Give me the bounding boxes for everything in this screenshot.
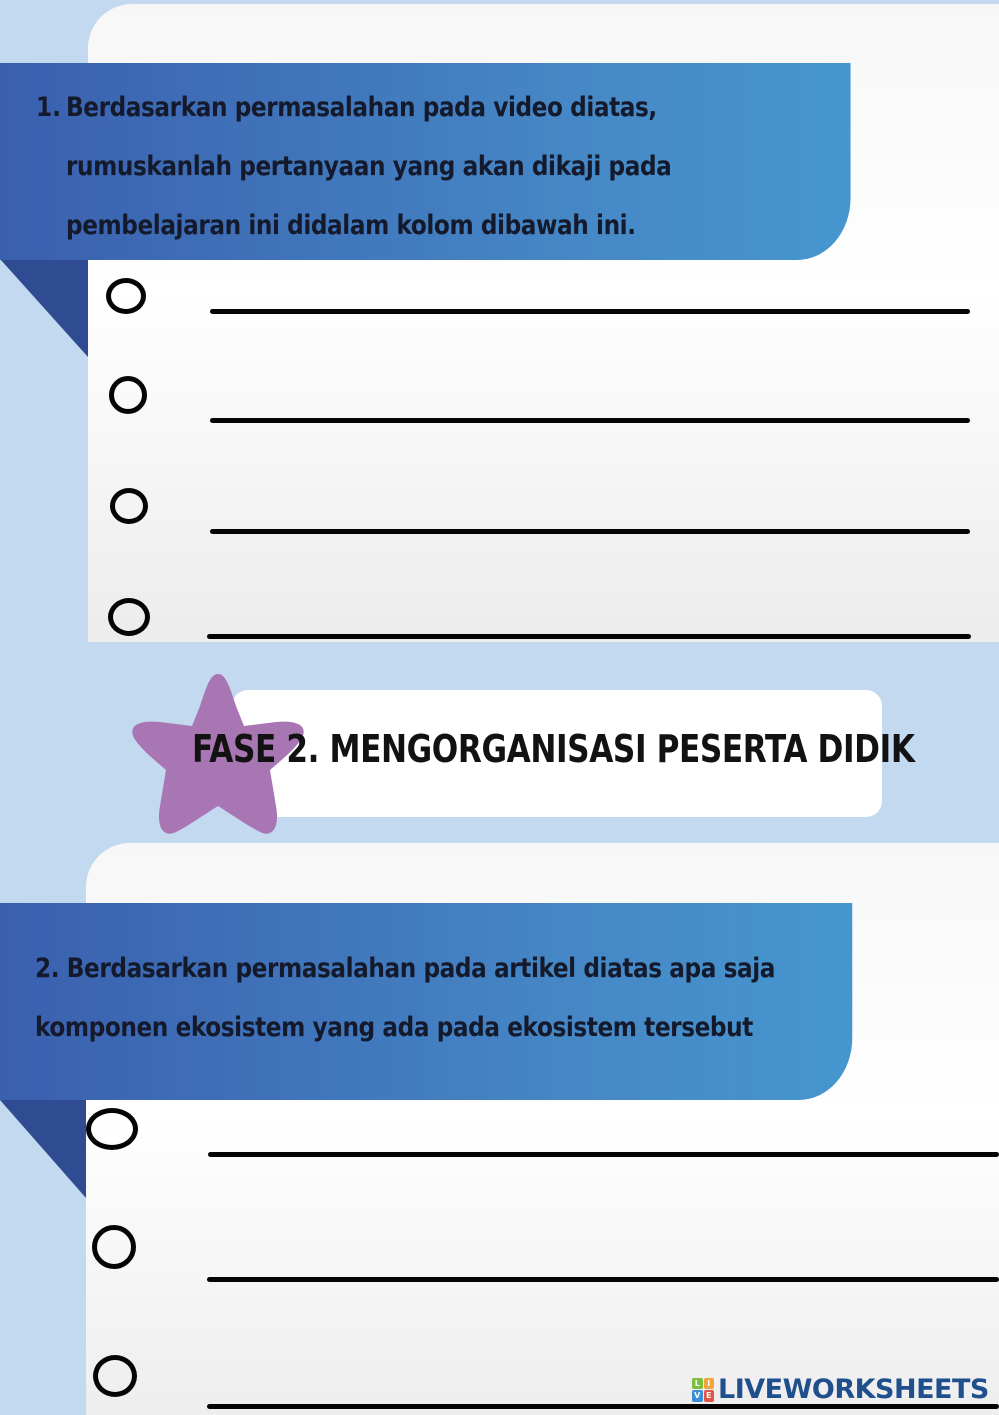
answer-1-bullet	[106, 278, 146, 314]
logo-letter-v: V	[692, 1390, 703, 1402]
answer-4-bullet	[108, 598, 150, 636]
answer-5-input-line[interactable]	[208, 1152, 999, 1157]
question-1-number: 1.	[36, 92, 61, 123]
question-1-text: Berdasarkan permasalahan pada video diatas, rumuskanlah pertanyaan yang akan dikaji pada pembelajaran ini didalam kolom dibawah ini.	[66, 92, 672, 241]
question-1-ribbon-fold	[0, 259, 88, 357]
answer-2-input-line[interactable]	[210, 418, 970, 423]
logo-letter-e: E	[704, 1390, 715, 1402]
answer-7-bullet	[93, 1355, 137, 1397]
answer-3-bullet	[110, 488, 148, 524]
answer-3-input-line[interactable]	[210, 529, 970, 534]
phase-title: FASE 2. MENGORGANISASI PESERTA DIDIK	[192, 727, 915, 771]
logo-letter-l: L	[692, 1378, 703, 1390]
answer-2-bullet	[109, 376, 147, 414]
logo-letter-i: I	[704, 1378, 715, 1390]
liveworksheets-logo-icon	[692, 1378, 714, 1402]
answer-5-bullet	[86, 1108, 138, 1150]
answer-1-input-line[interactable]	[210, 309, 970, 314]
answer-6-bullet	[92, 1225, 136, 1269]
liveworksheets-watermark	[692, 1374, 989, 1405]
question-2-text: 2. Berdasarkan permasalahan pada artikel diatas apa saja komponen ekosistem yang ada pada ekosistem tersebut	[35, 953, 776, 1043]
answer-6-input-line[interactable]	[207, 1277, 999, 1282]
question-2-ribbon-fold	[0, 1100, 88, 1198]
brand-name: LIVEWORKSHEETS	[718, 1374, 989, 1405]
answer-4-input-line[interactable]	[207, 634, 971, 639]
